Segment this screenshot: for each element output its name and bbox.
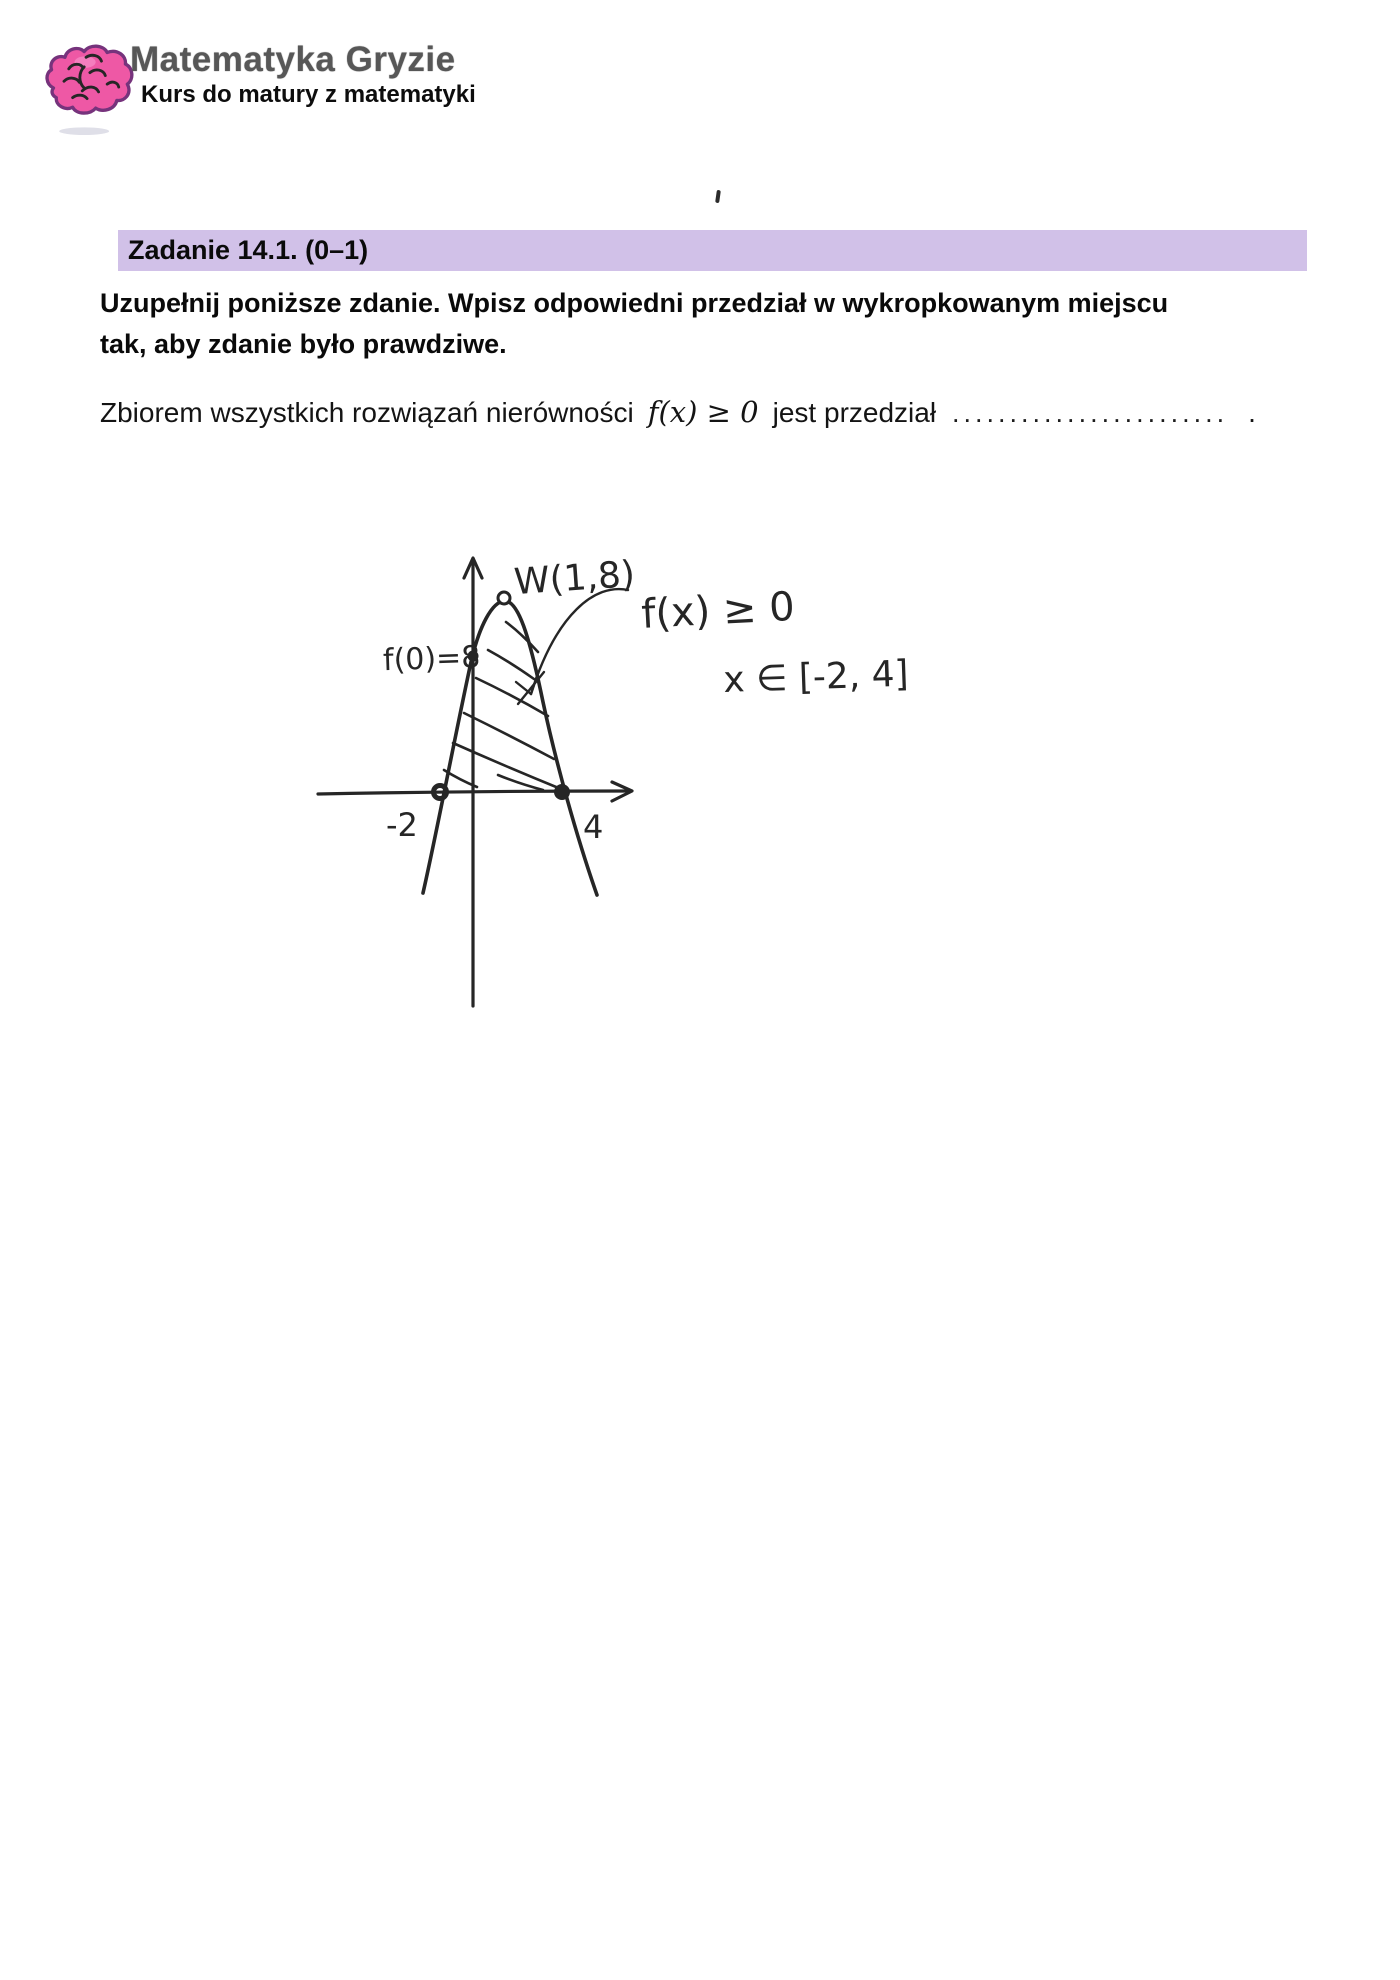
y-intercept-label: f(0)=8 (382, 639, 481, 679)
sketch-canvas (240, 540, 940, 1040)
vertex-point (498, 592, 510, 604)
parabola-sketch (240, 540, 940, 1040)
task-instruction-line1: Uzupełnij poniższe zdanie. Wpisz odpowiedni przedział w wykropkowanym miejscu (100, 288, 1169, 318)
answer-blank: ........................ (952, 398, 1229, 428)
brain-icon (40, 36, 136, 140)
task-header-bar (118, 230, 1307, 271)
task-instruction-line2: tak, aby zdanie było prawdziwe. (100, 329, 507, 359)
sentence-period: . (1248, 397, 1256, 428)
task-header-label: Zadanie 14.1. (0–1) (128, 235, 369, 265)
x-intercept-right-label: 4 (583, 808, 604, 846)
brand-subtitle: Kurs do matury z matematyki (141, 81, 476, 108)
stray-mark (715, 190, 721, 203)
x-intercept-right-point (554, 784, 570, 800)
sentence-prefix: Zbiorem wszystkich rozwiązań nierówności (100, 397, 634, 428)
sentence-math-expression: f(x) ≥ 0 (647, 395, 759, 429)
task-sentence (100, 392, 1350, 433)
vertex-label: W(1,8) (512, 553, 637, 604)
inequality-note: f(x) ≥ 0 (640, 583, 796, 638)
solution-note: x ∈ [-2, 4] (722, 653, 910, 702)
task-instruction (100, 283, 1220, 365)
sentence-suffix: jest przedział (772, 397, 937, 428)
logo-shadow (59, 127, 109, 135)
x-intercept-left-label: -2 (386, 806, 418, 844)
brand-logo (40, 36, 136, 140)
brand-title: Matematyka Gryzie (130, 40, 456, 79)
